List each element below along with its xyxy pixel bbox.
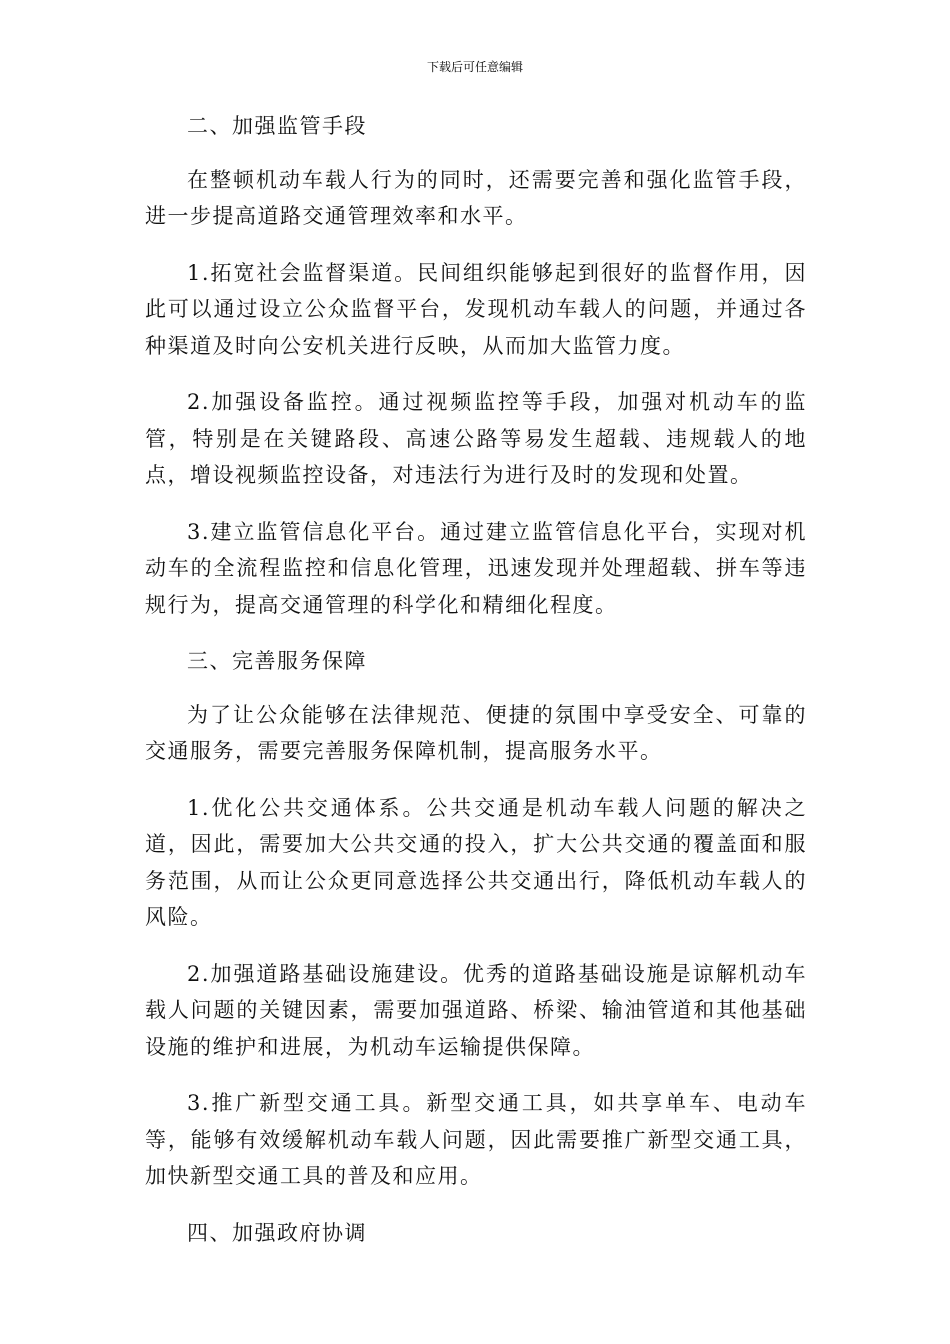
paragraph-intro: 为了让公众能够在法律规范、便捷的氛围中享受安全、可靠的交通服务，需要完善服务保障机制，提高服务水平。 (145, 702, 807, 763)
paragraph-item: 3.推广新型交通工具。新型交通工具，如共享单车、电动车等，能够有效缓解机动车载人问题，因此需要推广新型交通工具，加快新型交通工具的普及和应用。 (145, 1091, 807, 1188)
paragraph-item: 3.建立监管信息化平台。通过建立监管信息化平台，实现对机动车的全流程监控和信息化管理，迅速发现并处理超载、拼车等违规行为，提高交通管理的科学化和精细化程度。 (145, 519, 807, 617)
section-heading-service: 三、完善服务保障 (187, 649, 367, 673)
page-header-note: 下载后可任意编辑 (426, 60, 523, 74)
paragraph-item: 1.优化公共交通体系。公共交通是机动车载人问题的解决之道，因此，需要加大公共交通的投入，扩大公共交通的覆盖面和服务范围，从而让公众更同意选择公共交通出行，降低机动车载人的风险。 (145, 795, 807, 929)
section-heading-government: 四、加强政府协调 (187, 1220, 367, 1245)
paragraph-item: 2.加强道路基础设施建设。优秀的道路基础设施是谅解机动车载人问题的关键因素，需要加强道路、桥梁、输油管道和其他基础设施的维护和进展，为机动车运输提供保障。 (145, 961, 807, 1059)
paragraph-item: 1.拓宽社会监督渠道。民间组织能够起到很好的监督作用，因此可以通过设立公众监督平台，发现机动车载人的问题，并通过各种渠道及时向公安机关进行反映，从而加大监管力度。 (145, 260, 807, 358)
paragraph-intro: 在整顿机动车载人行为的同时，还需要完善和强化监管手段，进一步提高道路交通管理效率和水平。 (145, 167, 807, 228)
paragraph-item: 2.加强设备监控。通过视频监控等手段，加强对机动车的监管，特别是在关键路段、高速公路等易发生超载、违规载人的地点，增设视频监控设备，对违法行为进行及时的发现和处置。 (145, 390, 807, 487)
document-body (145, 108, 807, 1268)
section-heading-supervision: 二、加强监管手段 (187, 114, 367, 138)
